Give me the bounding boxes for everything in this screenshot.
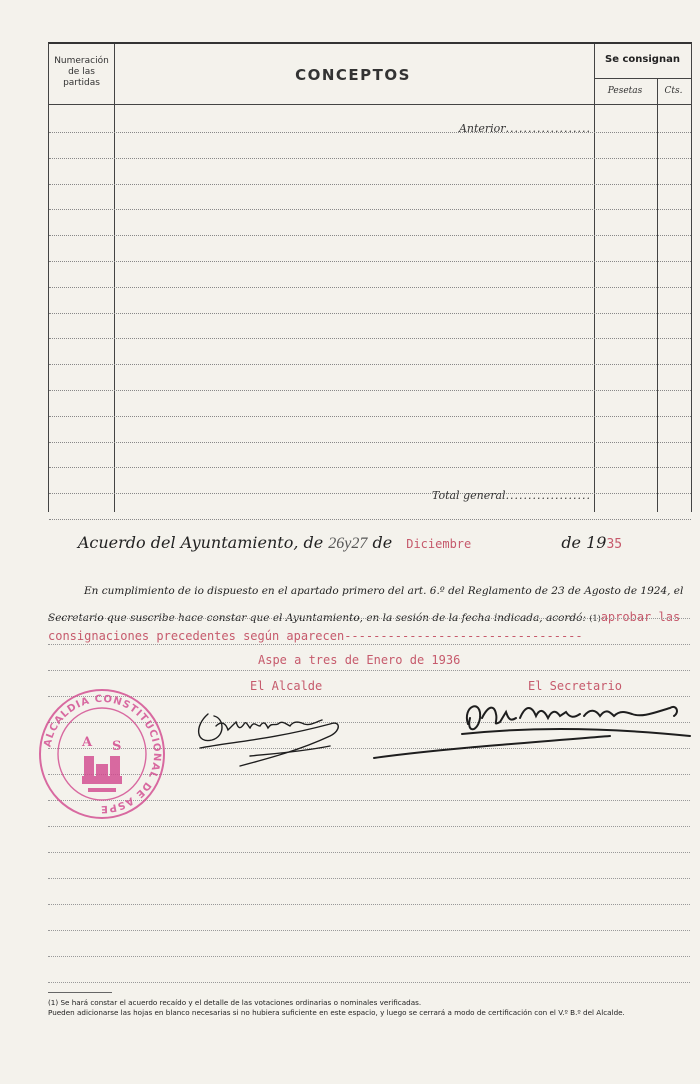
conceptos-table bbox=[48, 42, 692, 512]
page-ruled-line bbox=[48, 982, 690, 983]
table-ruled-line bbox=[49, 158, 691, 159]
header-conceptos: CONCEPTOS bbox=[295, 66, 411, 84]
table-ruled-line bbox=[49, 493, 691, 494]
table-ruled-line bbox=[49, 261, 691, 262]
paragraph-line1: En cumplimiento de io dispuesto en el apartado primero del art. 6.º del Reglamento de 23 de Agosto de 1924, el bbox=[84, 585, 684, 597]
typed-aprobar: aprobar las bbox=[600, 610, 681, 624]
table-ruled-line bbox=[49, 313, 691, 314]
table-ruled-line bbox=[49, 132, 691, 133]
footnote-2: Pueden adicionarse las hojas en blanco necesarias si no hubiera suficiente en este espacio, y luego se cerrará a modo de certificación con el V.º B.º del Alcalde. bbox=[48, 1008, 625, 1017]
page-ruled-line bbox=[48, 904, 690, 905]
subheader-divider bbox=[594, 78, 691, 79]
header-numeracion: Numeración de las partidas bbox=[54, 56, 109, 88]
page-ruled-line bbox=[48, 878, 690, 879]
certification-paragraph bbox=[48, 578, 693, 632]
table-ruled-line bbox=[49, 416, 691, 417]
place-date: Aspe a tres de Enero de 1936 bbox=[258, 653, 461, 667]
table-ruled-line bbox=[49, 467, 691, 468]
total-label: Total general bbox=[431, 489, 506, 502]
page-ruled-line bbox=[48, 956, 690, 957]
secretario-signature bbox=[370, 688, 696, 770]
header-divider bbox=[49, 104, 691, 105]
table-ruled-line bbox=[49, 338, 691, 339]
page-ruled-line bbox=[48, 826, 690, 827]
table-ruled-line bbox=[49, 364, 691, 365]
acuerdo-month: Diciembre bbox=[406, 537, 472, 551]
anterior-row-label bbox=[459, 122, 591, 135]
acuerdo-day: 26y27 bbox=[328, 535, 368, 552]
alcalde-label: El Alcalde bbox=[250, 679, 323, 693]
leader-dots: ................... bbox=[505, 122, 591, 135]
header-cts: Cts. bbox=[664, 86, 683, 96]
table-ruled-line bbox=[49, 184, 691, 185]
table-ruled-line bbox=[49, 390, 691, 391]
column-divider bbox=[657, 78, 658, 512]
table-ruled-line bbox=[49, 442, 691, 443]
page-ruled-line bbox=[48, 930, 690, 931]
seal-letter-s: S bbox=[112, 739, 122, 754]
footnote-rule bbox=[48, 992, 112, 993]
acuerdo-prefix: Acuerdo del Ayuntamiento, de bbox=[77, 533, 324, 552]
total-row-label bbox=[432, 489, 591, 502]
secretario-label: El Secretario bbox=[528, 679, 622, 693]
header-pesetas: Pesetas bbox=[607, 86, 643, 96]
acuerdo-line bbox=[0, 533, 700, 553]
table-ruled-line bbox=[49, 209, 691, 210]
leader-dots: ................... bbox=[505, 489, 591, 502]
acuerdo-de: de bbox=[372, 533, 393, 552]
table-ruled-line bbox=[49, 235, 691, 236]
seal-castle-icon bbox=[82, 756, 122, 792]
acuerdo-de-year: de 19 bbox=[561, 533, 607, 552]
table-ruled-line bbox=[49, 519, 691, 520]
page-ruled-line bbox=[48, 852, 690, 853]
footnote-ref: (1) bbox=[589, 614, 601, 623]
svg-text:ALCALDIA CONSTITUCIONAL DE ASP bbox=[42, 694, 162, 814]
page-ruled-line bbox=[48, 618, 690, 619]
page-ruled-line bbox=[48, 670, 690, 671]
typed-consignaciones: consignaciones precedentes según aparecen--------------------------------- bbox=[48, 629, 583, 643]
seal-letter-a: A bbox=[82, 735, 93, 750]
alcalde-signature bbox=[190, 696, 350, 772]
seal-ring-text: ALCALDIA CONSTITUCIONAL DE ASPE bbox=[42, 693, 163, 815]
acuerdo-year-suffix: 35 bbox=[606, 537, 623, 552]
header-se-consignan: Se consignan bbox=[605, 54, 680, 65]
anterior-label: Anterior bbox=[458, 122, 506, 135]
footnote-1: (1) Se hará constar el acuerdo recaído y el detalle de las votaciones ordinarias o nominales verificadas. bbox=[48, 998, 422, 1007]
paragraph-line2: Secretario que suscribe hace constar que el Ayuntamiento, en la sesión de la fecha indicada, acordó: bbox=[48, 612, 587, 624]
table-ruled-line bbox=[49, 287, 691, 288]
page-ruled-line bbox=[48, 644, 690, 645]
municipal-seal-stamp bbox=[36, 684, 168, 824]
